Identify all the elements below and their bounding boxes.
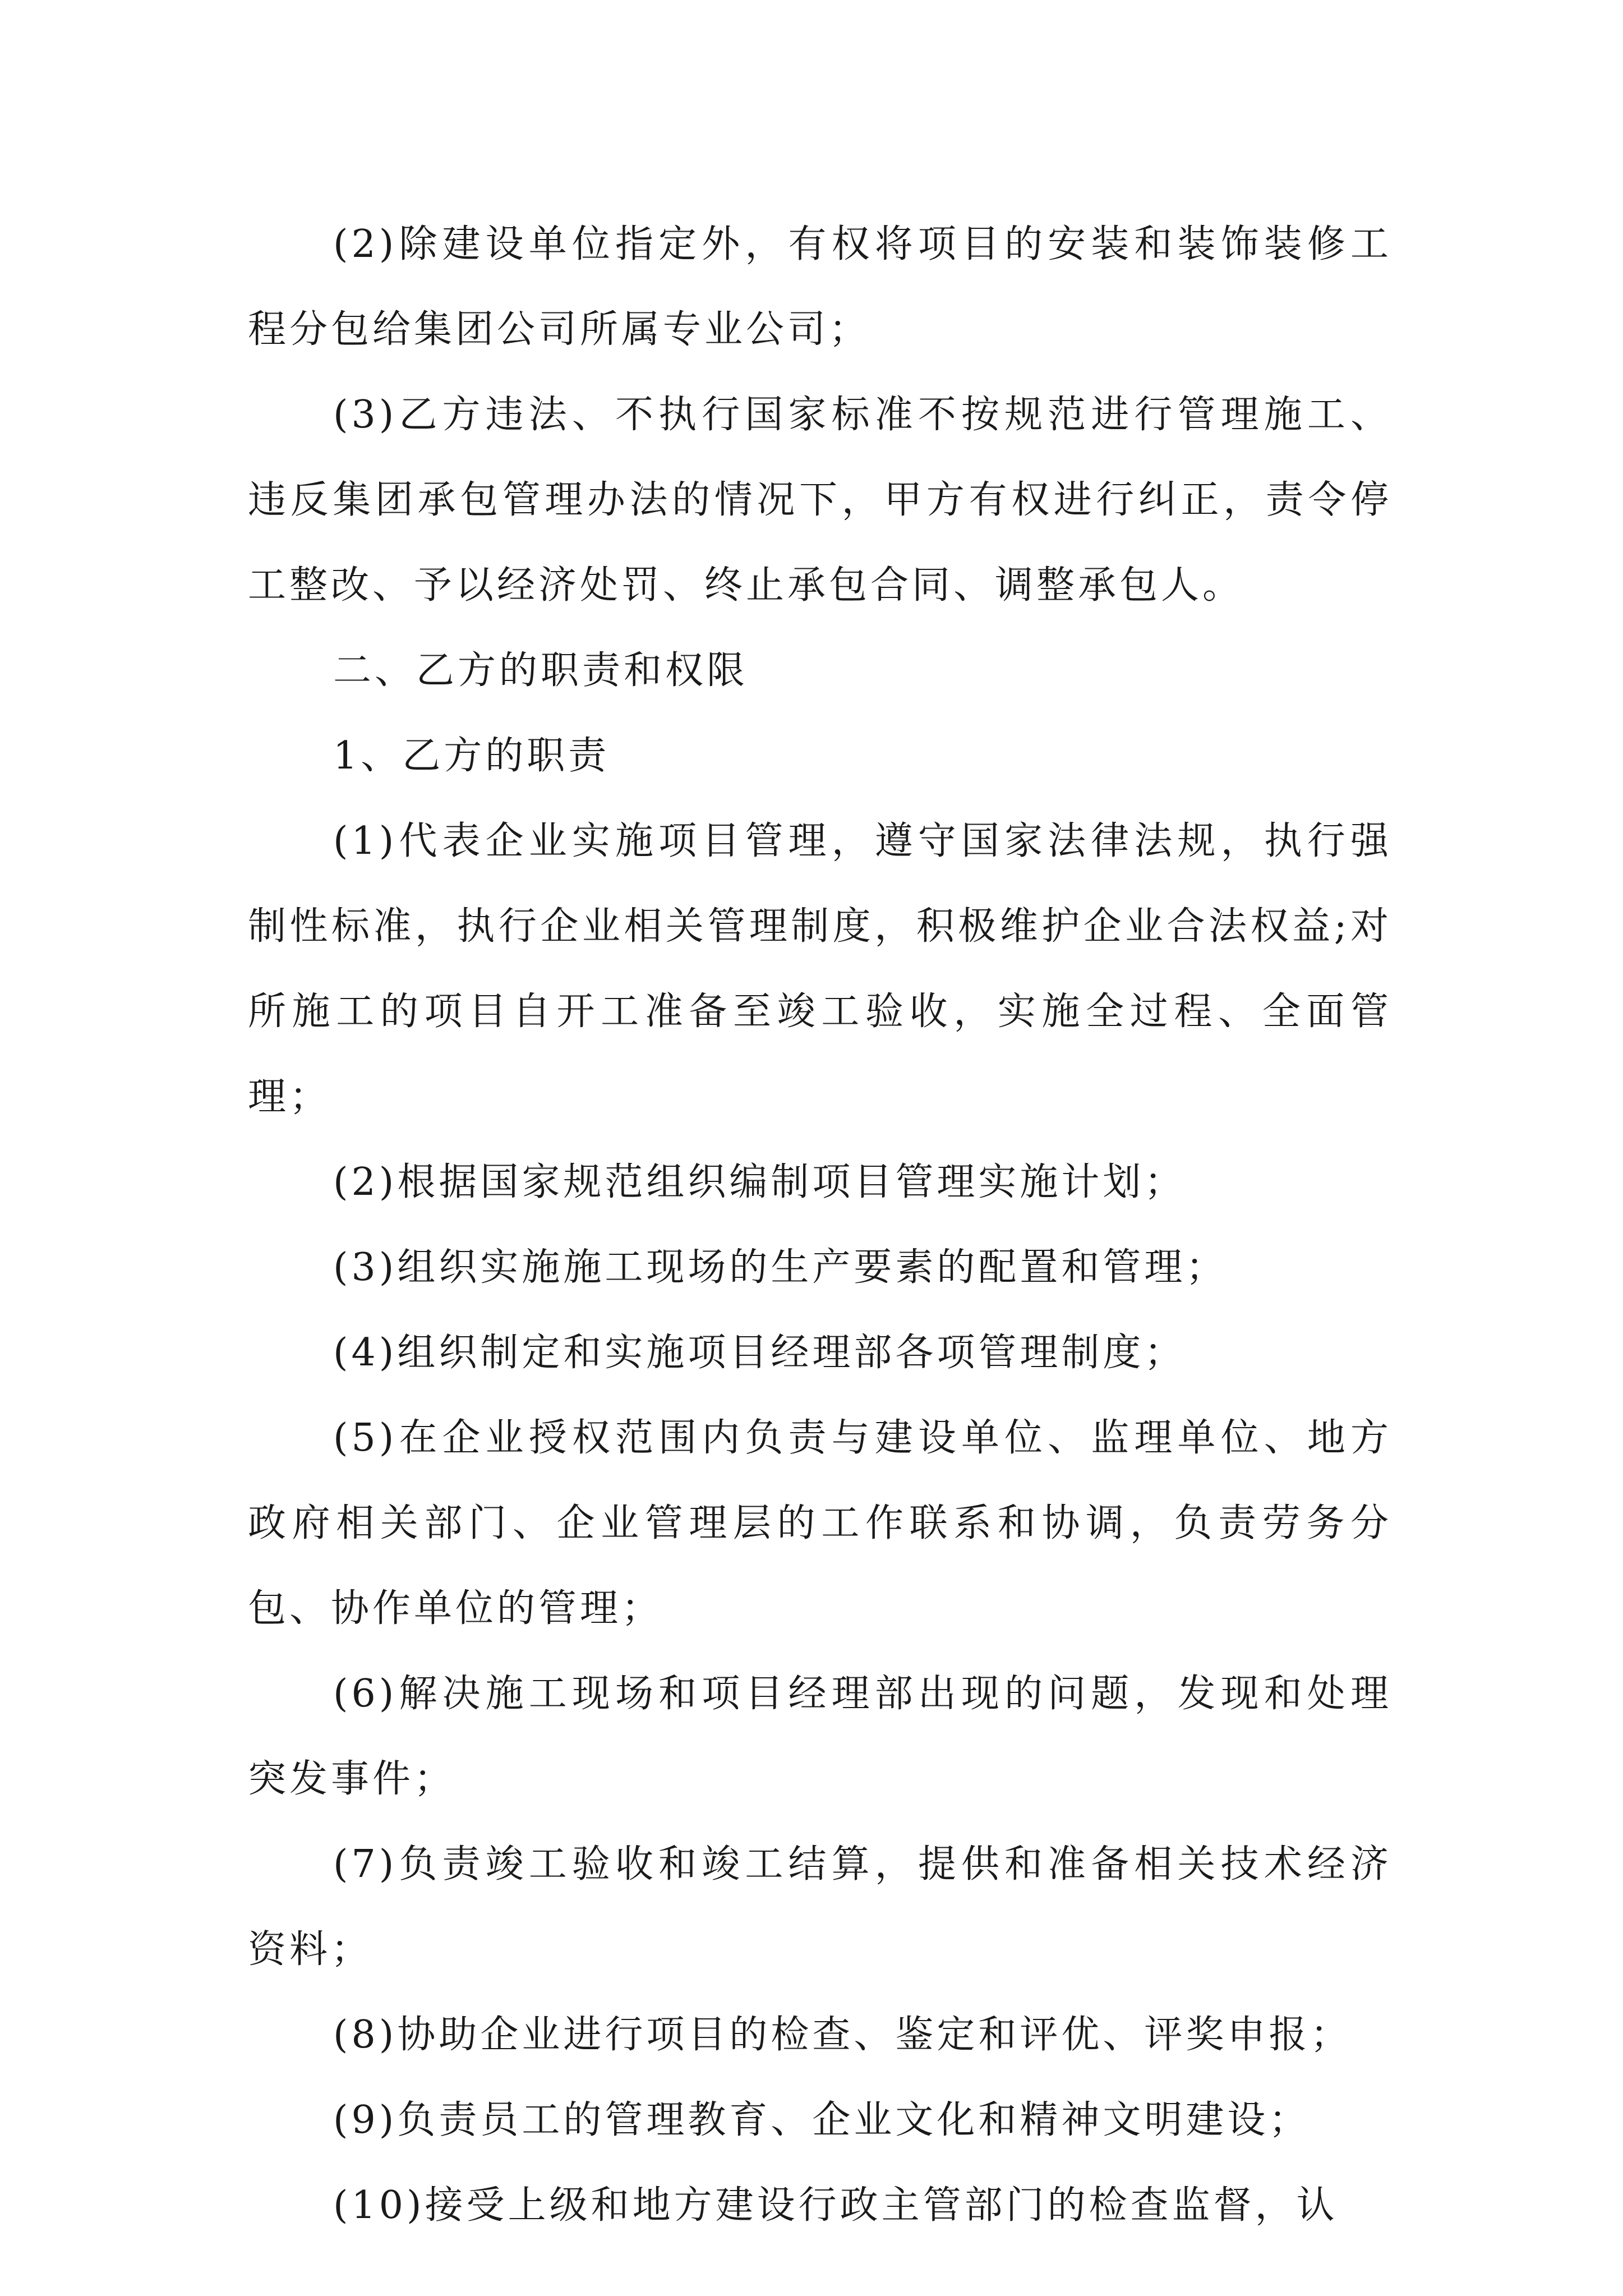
section-heading-party-b-duties: 二、乙方的职责和权限 xyxy=(333,648,749,693)
paragraph-item-2-subcontract-right: (2)除建设单位指定外，有权将项目的安装和装饰装修工程分包给集团公司所属专业公司； xyxy=(248,222,1392,352)
paragraph-duty-2: (2)根据国家规范组织编制项目管理实施计划； xyxy=(333,1160,1186,1204)
paragraph-duty-6: (6)解决施工现场和项目经理部出现的问题，发现和处理突发事件； xyxy=(248,1672,1392,1801)
paragraph-duty-10: (10)接受上级和地方建设行政主管部门的检查监督，认 xyxy=(333,2183,1338,2228)
paragraph-duty-7: (7)负责竣工验收和竣工结算，提供和准备相关技术经济资料； xyxy=(248,1842,1392,1972)
paragraph-duty-8: (8)协助企业进行项目的检查、鉴定和评优、评奖申报； xyxy=(333,2013,1352,2057)
paragraph-item-3-correction-right: (3)乙方违法、不执行国家标准不按规范进行管理施工、违反集团承包管理办法的情况下，甲方有权进行纠正，责令停工整改、予以经济处罚、终止承包合同、调整承包人。 xyxy=(248,393,1392,608)
paragraph-duty-5: (5)在企业授权范围内负责与建设单位、监理单位、地方政府相关部门、企业管理层的工作联系和协调，负责劳务分包、协作单位的管理； xyxy=(248,1416,1392,1631)
paragraph-duty-1: (1)代表企业实施项目管理，遵守国家法律法规，执行强制性标准，执行企业相关管理制度，积极维护企业合法权益;对所施工的项目自开工准备至竣工验收，实施全过程、全面管理； xyxy=(248,819,1392,1119)
paragraph-duty-3: (3)组织实施施工现场的生产要素的配置和管理； xyxy=(333,1245,1228,1290)
document-body xyxy=(248,202,1392,2248)
paragraph-duty-4: (4)组织制定和实施项目经理部各项管理制度； xyxy=(333,1331,1186,1375)
subsection-heading-party-b-responsibilities: 1、乙方的职责 xyxy=(333,734,610,778)
paragraph-duty-9: (9)负责员工的管理教育、企业文化和精神文明建设； xyxy=(333,2098,1311,2142)
